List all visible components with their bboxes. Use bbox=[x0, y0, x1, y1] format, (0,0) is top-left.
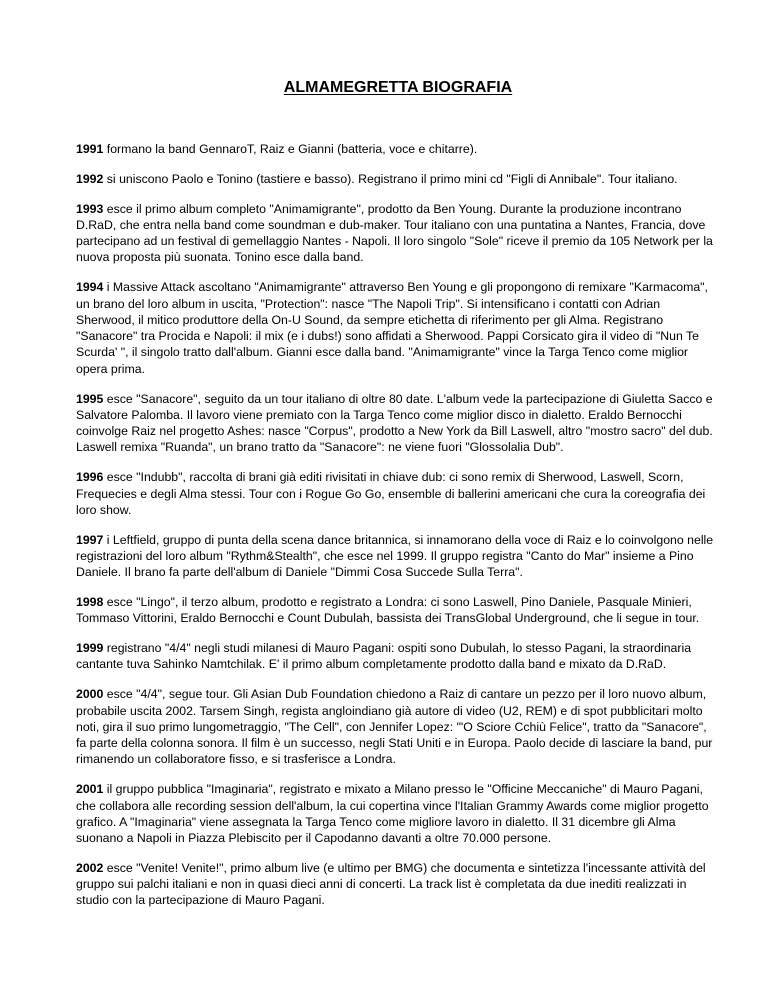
biography-entry-2000 bbox=[76, 686, 718, 767]
entry-text: si uniscono Paolo e Tonino (tastiere e basso). Registrano il primo mini cd "Figli di Annibale". Tour italiano. bbox=[103, 171, 678, 186]
biography-entry-1991 bbox=[76, 141, 718, 157]
entry-year: 1992 bbox=[76, 171, 104, 186]
entry-text: esce "Indubb", raccolta di brani già editi rivisitati in chiave dub: ci sono remix di Sherwood, Laswell, Scorn, Frequecies e degli Alma stessi. Tour con i Rogue Go Go, ensemble di ballerini americani che cura la coreografia dei loro show. bbox=[76, 470, 706, 517]
biography-entry-1999 bbox=[76, 640, 718, 673]
entry-text: esce "4/4", segue tour. Gli Asian Dub Foundation chiedono a Raiz di cantare un pezzo per il loro nuovo album, probabile uscita 2002. Tarsem Singh, regista angloindiano già autore di video (U2, REM) e di spot pubblicitari molto noti, gira il suo primo lungometraggio, "The Cell", con Jennifer Lopez: "'O Sciore Cchiù Felice", tratto da "Sanacore", fa parte della colonna sonora. Il film è un successo, negli Stati Uniti e in Europa. Paolo decide di lasciare la band, pur rimanendo un collaboratore fisso, e si trasferisce a Londra. bbox=[76, 687, 713, 767]
biography-entry-1993 bbox=[76, 201, 718, 266]
biography-entry-2001 bbox=[76, 781, 718, 846]
entry-year: 1991 bbox=[76, 142, 104, 156]
entry-text: esce "Lingo", il terzo album, prodotto e registrato a Londra: ci sono Laswell, Pino Daniele, Pasquale Minieri, Tommaso Vittorini, Eraldo Bernocchi e Count Dubulah, bassista dei TransGlobal Underground, che li segue in tour. bbox=[76, 595, 700, 626]
entry-year: 1993 bbox=[76, 201, 104, 216]
biography-entry-1997 bbox=[76, 532, 718, 581]
entry-text: esce "Sanacore", seguito da un tour italiano di oltre 80 date. L'album vede la partecipazione di Giuletta Sacco e Salvatore Palomba. Il lavoro viene premiato con la Targa Tenco come miglior disco in dialetto. Eraldo Bernocchi coinvolge Raiz nel progetto Ashes: nasce "Corpus", prodotto a New York da Bill Laswell, altro "mostro sacro" del dub. Laswell remixa "Ruanda", un brano tratto da "Sanacore": ne viene fuori "Glossolalia Dub". bbox=[76, 391, 713, 455]
biography-entry-1994 bbox=[76, 279, 718, 377]
entry-text: esce il primo album completo "Animamigrante", prodotto da Ben Young. Durante la produzione incontrano D.RaD, che entra nella band come soundman e dub-maker. Tour italiano con una puntatina a Nantes, Francia, dove partecipano ad un festival di gemellaggio Nantes - Napoli. Il loro singolo "Sole" riceve il premio da 105 Network per la nuova proposta più suonata. Tonino esce dalla band. bbox=[76, 201, 713, 265]
entry-year: 2000 bbox=[76, 687, 104, 702]
entry-year: 1995 bbox=[76, 391, 104, 406]
biography-entry-1995 bbox=[76, 391, 718, 456]
entry-year: 1998 bbox=[76, 595, 104, 610]
entry-year: 1997 bbox=[76, 532, 104, 547]
entry-year: 1999 bbox=[76, 641, 104, 656]
biography-entry-1992 bbox=[76, 171, 718, 187]
biography-entry-2002 bbox=[76, 860, 718, 909]
entry-year: 2001 bbox=[76, 782, 104, 797]
biography-entry-1998 bbox=[76, 594, 718, 627]
entry-text: i Leftfield, gruppo di punta della scena dance britannica, si innamorano della voce di Raiz e lo coinvolgono nelle registrazioni del loro album "Rythm&Stealth", che esce nel 1999. Il gruppo registra "Canto do Mar" insieme a Pino Daniele. Il brano fa parte dell'album di Daniele "Dimmi Cosa Succede Sulla Terra". bbox=[76, 532, 714, 580]
entry-text: formano la band GennaroT, Raiz e Gianni (batteria, voce e chitarre). bbox=[103, 142, 478, 156]
entry-year: 1994 bbox=[76, 280, 104, 295]
entry-year: 1996 bbox=[76, 470, 104, 485]
biography-entry-1996 bbox=[76, 469, 718, 518]
entry-text: i Massive Attack ascoltano "Animamigrante" attraverso Ben Young e gli propongono di remixare "Karmacoma", un brano del loro album in uscita, "Protection": nasce "The Napoli Trip". Si intensificano i contatti con Adrian Sherwood, il mitico produttore della On-U Sound, da sempre etichetta di riferimento per gli Alma. Registrano "Sanacore" tra Procida e Napoli: il mix (e i dubs!) sono affidati a Sherwood. Pappi Corsicato gira il video di "Nun Te Scurda' ", il singolo tratto dall'album. Gianni esce dalla band. "Animamigrante" vince la Targa Tenco come miglior opera prima. bbox=[76, 280, 708, 376]
entry-text: registrano "4/4" negli studi milanesi di Mauro Pagani: ospiti sono Dubulah, lo stesso Pagani, la straordinaria cantante tuva Sahinko Namtchilak. E' il primo album completamente prodotto dalla band e mixato da D.RaD. bbox=[76, 641, 692, 672]
entry-text: esce "Venite! Venite!", primo album live (e ultimo per BMG) che documenta e sintetizza l'incessante attività del gruppo sui palchi italiani e non in quasi dieci anni di concerti. La track list è completata da due inediti realizzati in studio con la partecipazione di Mauro Pagani. bbox=[76, 860, 706, 908]
entry-text: il gruppo pubblica "Imaginaria", registrato e mixato a Milano presso le "Officine Meccaniche" di Mauro Pagani, che collabora alle recording session dell'album, la cui copertina vince l'Italian Grammy Awards come miglior progetto grafico. A "Imaginaria" viene assegnata la Targa Tenco come migliore lavoro in dialetto. Il 31 dicembre gli Alma suonano a Napoli in Piazza Plebiscito per il Capodanno davanti a oltre 70.000 persone. bbox=[76, 782, 709, 846]
entry-year: 2002 bbox=[76, 860, 104, 875]
document-title: ALMAMEGRETTA BIOGRAFIA bbox=[283, 79, 513, 96]
